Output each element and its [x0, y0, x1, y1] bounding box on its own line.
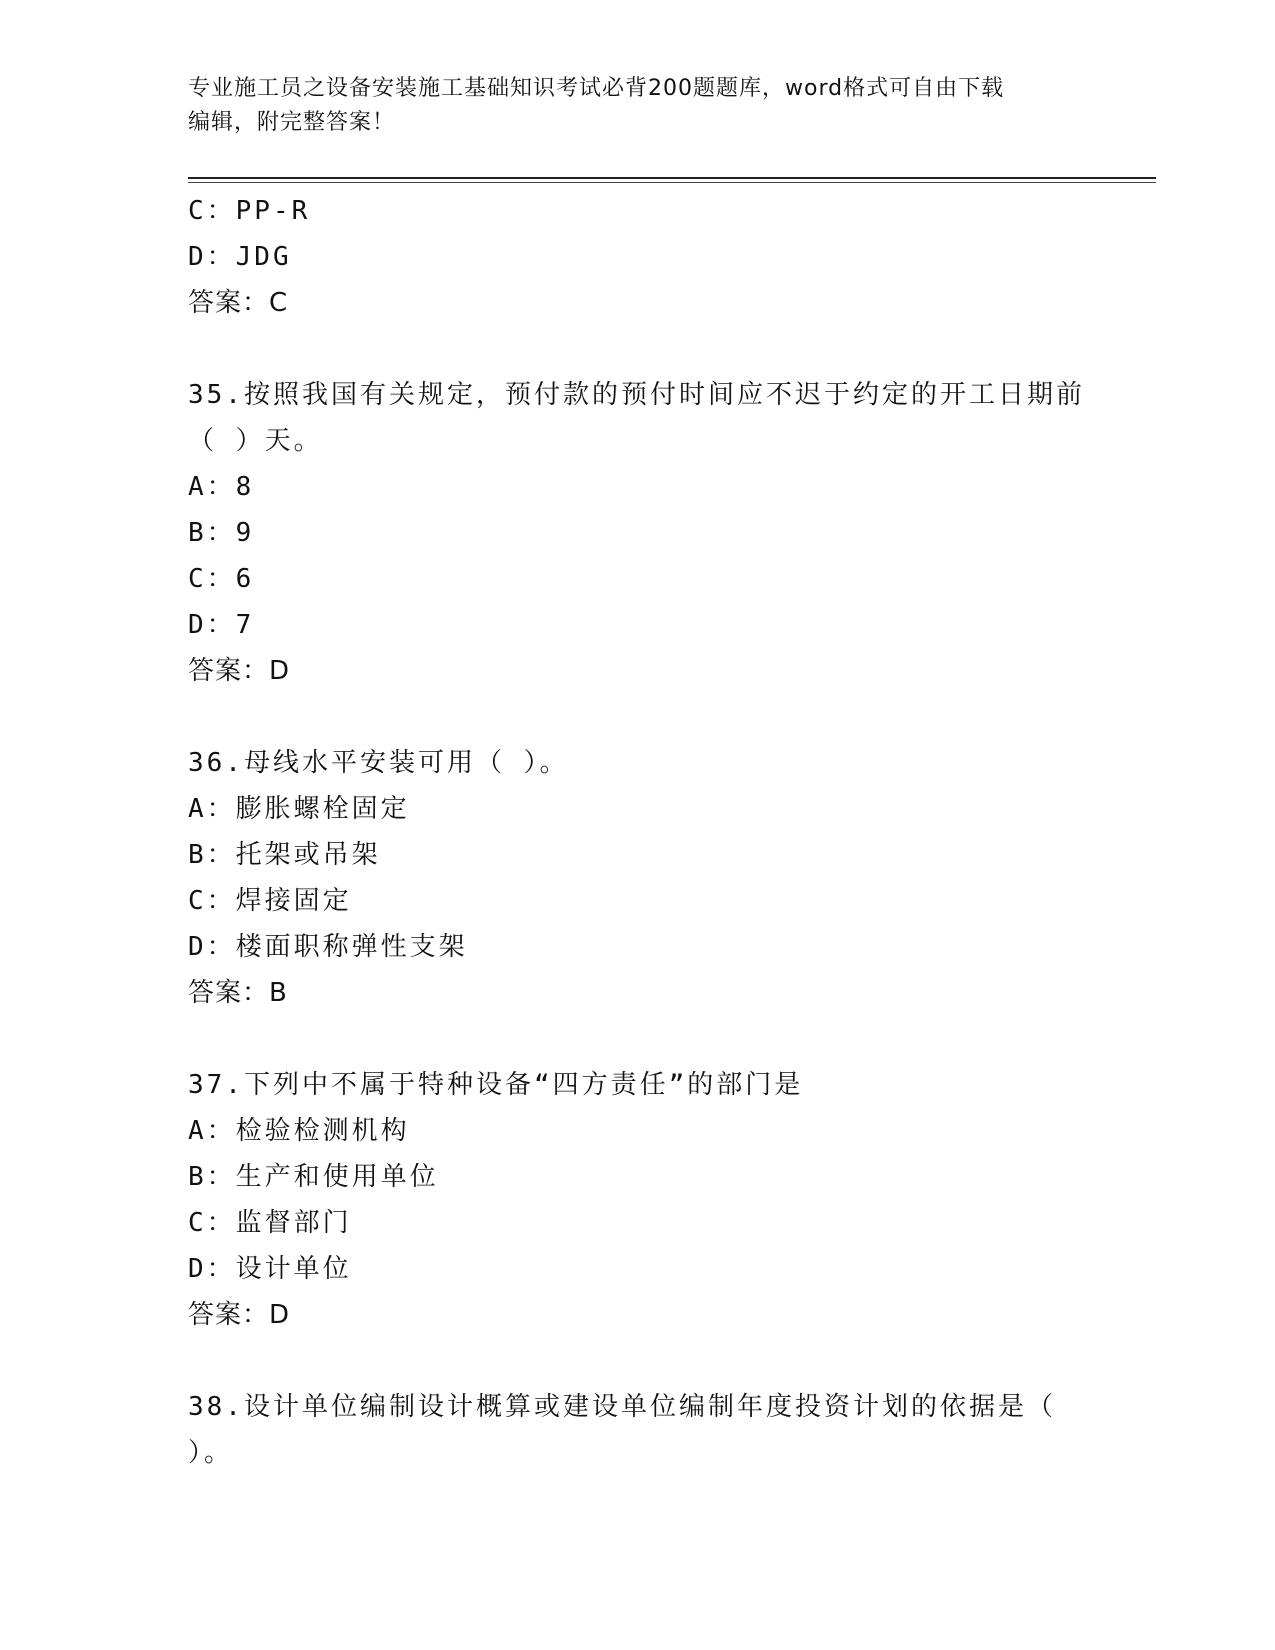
question-stem: 38.设计单位编制设计概算或建设单位编制年度投资计划的依据是（	[188, 1392, 1056, 1422]
option-a: A：膨胀螺栓固定	[188, 794, 410, 824]
question-stem: 37.下列中不属于特种设备“四方责任”的部门是	[188, 1070, 804, 1100]
question-34-tail	[188, 188, 1088, 326]
answer-line: 答案：D	[188, 1300, 291, 1330]
header-line-2: 编辑，附完整答案！	[188, 110, 396, 135]
option-a: A：检验检测机构	[188, 1116, 410, 1146]
option-c: C：监督部门	[188, 1208, 352, 1238]
option-c: C：焊接固定	[188, 886, 352, 916]
question-list	[188, 188, 1088, 1476]
option-d: D：设计单位	[188, 1254, 352, 1284]
answer-line: 答案：B	[188, 978, 288, 1008]
question-stem: 36.母线水平安装可用（ ）。	[188, 748, 569, 778]
question-37	[188, 1062, 1088, 1338]
header-divider-thin	[188, 182, 1156, 183]
option-b: B：生产和使用单位	[188, 1162, 439, 1192]
option-d: D：楼面职称弹性支架	[188, 932, 468, 962]
answer-line: 答案：C	[188, 288, 289, 318]
spacer	[188, 1016, 1088, 1062]
question-36	[188, 740, 1088, 1016]
option-d: D：7	[188, 610, 255, 640]
option-b: B：托架或吊架	[188, 840, 381, 870]
option-c: C：6	[188, 564, 255, 594]
question-stem: 35.按照我国有关规定，预付款的预付时间应不迟于约定的开工日期前	[188, 380, 1085, 410]
option-a: A：8	[188, 472, 255, 502]
spacer	[188, 1338, 1088, 1384]
question-35	[188, 372, 1088, 694]
document-header	[188, 72, 1068, 140]
answer-line: 答案：D	[188, 656, 291, 686]
header-line-1: 专业施工员之设备安装施工基础知识考试必背200题题库，word格式可自由下载	[188, 76, 1005, 101]
option-b: B：9	[188, 518, 255, 548]
option-c: C：PP-R	[188, 196, 311, 226]
question-stem-continued: （ ）天。	[188, 426, 323, 456]
option-d: D：JDG	[188, 242, 292, 272]
header-divider-thick	[188, 177, 1156, 179]
spacer	[188, 326, 1088, 372]
question-stem-continued: ）。	[188, 1438, 234, 1468]
spacer	[188, 694, 1088, 740]
question-38	[188, 1384, 1088, 1476]
